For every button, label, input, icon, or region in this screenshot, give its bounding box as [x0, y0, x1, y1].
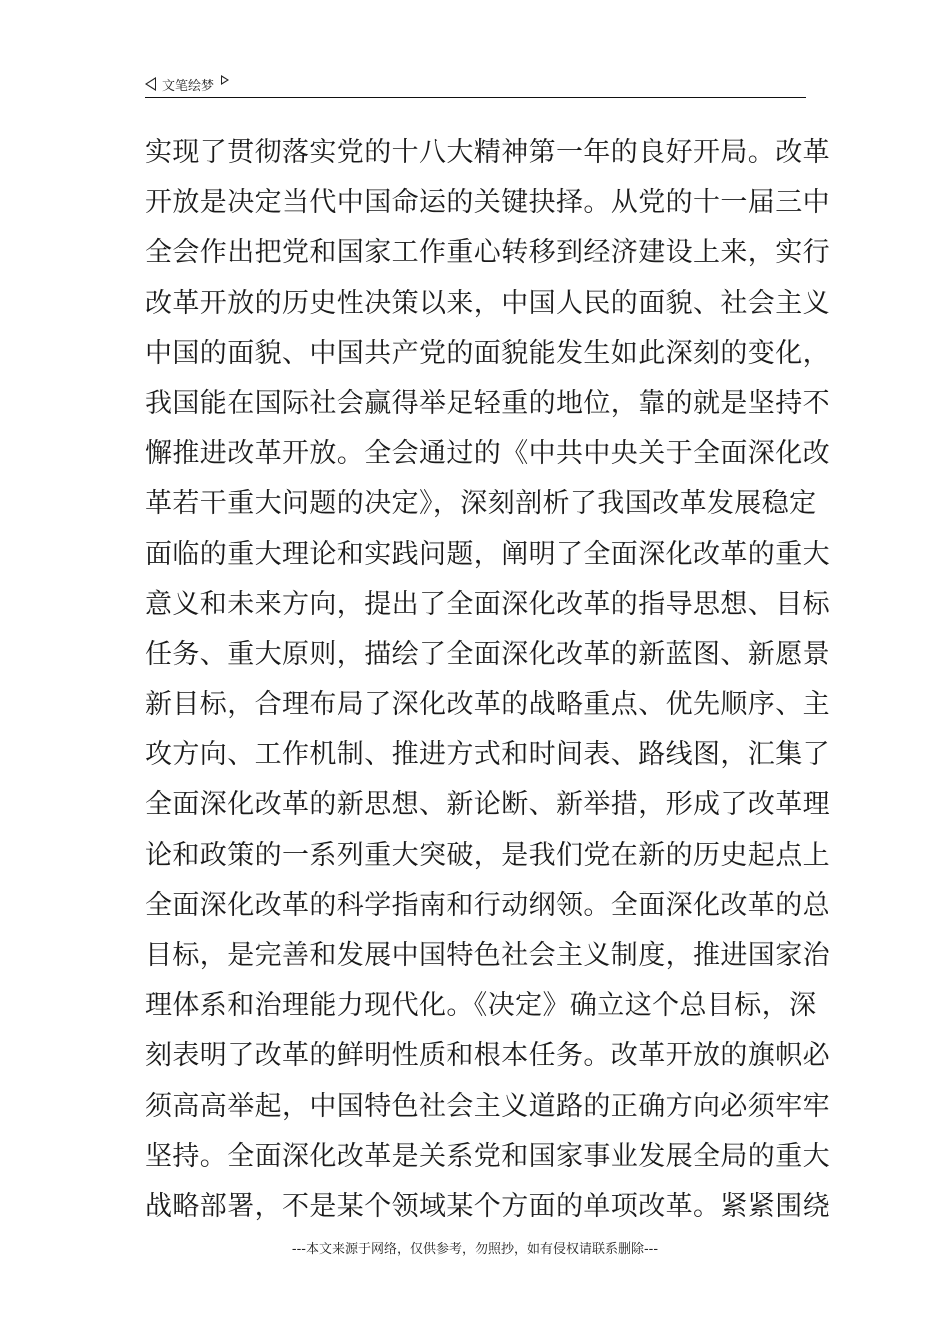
header-divider — [145, 97, 806, 98]
body-line: 须高高举起，中国特色社会主义道路的正确方向必须牢牢 — [145, 1090, 830, 1122]
body-line: 坚持。全面深化改革是关系党和国家事业发展全局的重大 — [145, 1140, 830, 1172]
body-line: 理体系和治理能力现代化。《决定》确立这个总目标，深 — [145, 990, 817, 1022]
document-body — [145, 128, 830, 1232]
body-line: 革若干重大问题的决定》，深刻剖析了我国改革发展稳定 — [145, 488, 817, 520]
body-line: 新目标，合理布局了深化改革的战略重点、优先顺序、主 — [145, 689, 830, 721]
body-line: 攻方向、工作机制、推进方式和时间表、路线图，汇集了 — [145, 739, 830, 771]
body-line: 改革开放的历史性决策以来，中国人民的面貌、社会主义 — [145, 287, 830, 319]
body-line: 任务、重大原则，描绘了全面深化改革的新蓝图、新愿景 — [145, 638, 830, 670]
page-footer: ---本文来源于网络，仅供参考，勿照抄，如有侵权请联系删除--- — [291, 1242, 659, 1257]
body-line: 意义和未来方向，提出了全面深化改革的指导思想、目标 — [145, 588, 830, 620]
body-line: 论和政策的一系列重大突破，是我们党在新的历史起点上 — [145, 839, 830, 871]
triangle-right-icon — [221, 75, 229, 85]
body-line: 开放是决定当代中国命运的关键抉择。从党的十一届三中 — [145, 187, 830, 219]
body-line: 全会作出把党和国家工作重心转移到经济建设上来，实行 — [145, 237, 830, 269]
triangle-left-icon — [145, 77, 156, 91]
header-title: 文笔绘梦 — [162, 78, 215, 94]
body-line: 战略部署，不是某个领域某个方面的单项改革。紧紧围绕 — [145, 1190, 830, 1222]
body-line: 中国的面貌、中国共产党的面貌能发生如此深刻的变化， — [145, 337, 830, 369]
page-header — [145, 72, 229, 96]
body-line: 实现了贯彻落实党的十八大精神第一年的良好开局。改革 — [145, 137, 830, 168]
body-line: 面临的重大理论和实践问题，阐明了全面深化改革的重大 — [145, 538, 830, 570]
body-line: 刻表明了改革的鲜明性质和根本任务。改革开放的旗帜必 — [145, 1040, 830, 1072]
body-line: 目标，是完善和发展中国特色社会主义制度，推进国家治 — [145, 940, 830, 971]
body-line: 全面深化改革的科学指南和行动纲领。全面深化改革的总 — [145, 889, 830, 921]
body-line: 我国能在国际社会赢得举足轻重的地位，靠的就是坚持不 — [145, 387, 830, 419]
body-line: 全面深化改革的新思想、新论断、新举措，形成了改革理 — [145, 789, 830, 821]
body-line: 懈推进改革开放。全会通过的《中共中央关于全面深化改 — [145, 438, 830, 470]
